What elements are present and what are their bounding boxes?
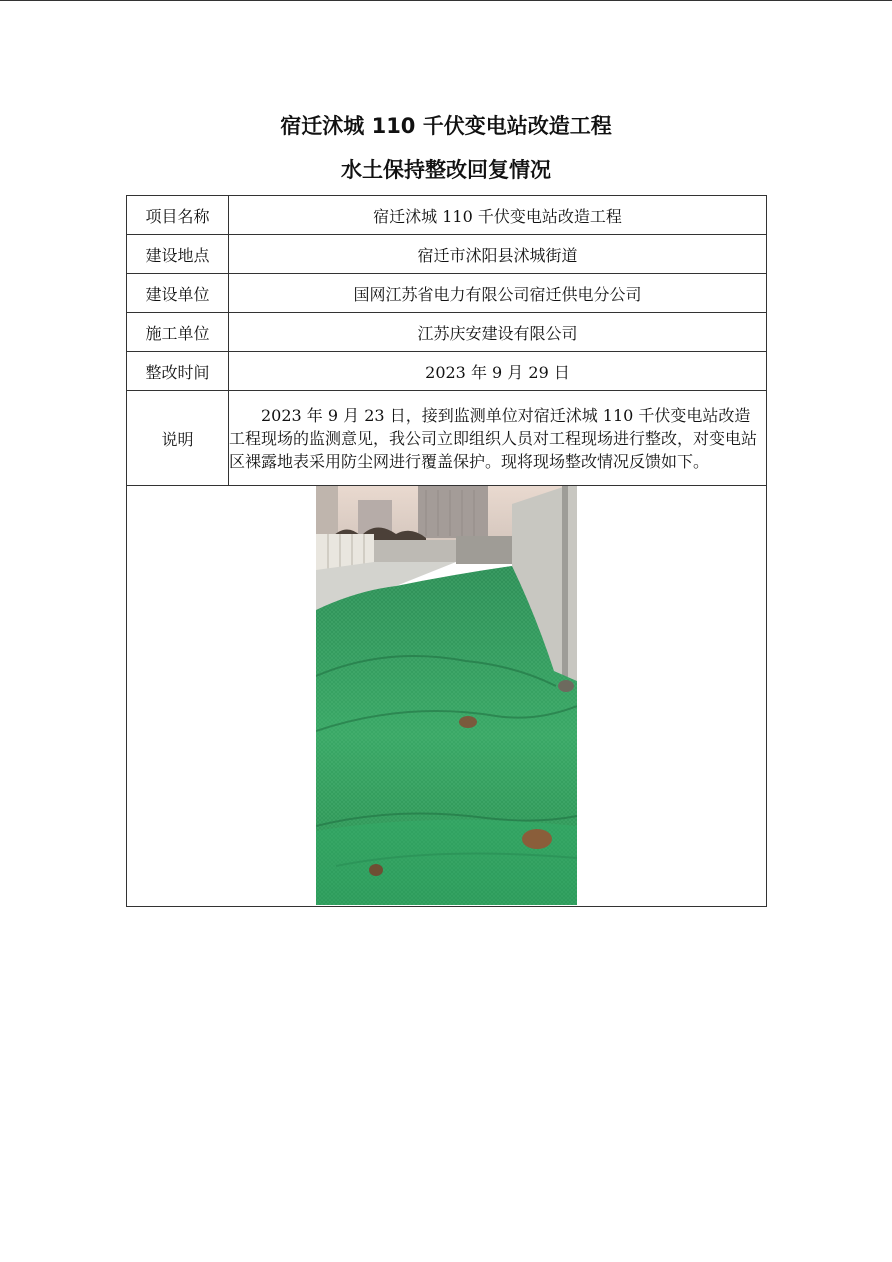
row-label: 项目名称	[127, 196, 229, 235]
description-label: 说明	[127, 391, 229, 486]
row-value: 2023 年 9 月 29 日	[229, 352, 767, 391]
photo-cell	[127, 486, 767, 907]
building	[316, 486, 338, 536]
row-value: 宿迁市沭阳县沭城街道	[229, 235, 767, 274]
building	[418, 486, 488, 538]
table-row-description	[127, 391, 767, 486]
info-table	[126, 195, 767, 907]
table-row-builder	[127, 274, 767, 313]
document-title-line1: 宿迁沭城 110 千伏变电站改造工程	[280, 114, 612, 138]
row-label: 施工单位	[127, 313, 229, 352]
stone	[558, 680, 574, 692]
document-title-line2: 水土保持整改回复情况	[341, 158, 551, 182]
row-label: 整改时间	[127, 352, 229, 391]
page-top-border	[0, 0, 892, 1]
row-value: 江苏庆安建设有限公司	[229, 313, 767, 352]
row-value: 宿迁沭城 110 千伏变电站改造工程	[229, 196, 767, 235]
stone	[522, 829, 552, 849]
description-text: 2023 年 9 月 23 日，接到监测单位对宿迁沭城 110 千伏变电站改造工程现场的监测意见，我公司立即组织人员对工程现场进行整改，对变电站区裸露地表采用防尘网进行覆盖保护。现将现场整改情况反馈如下。	[229, 391, 767, 486]
stone	[459, 716, 477, 728]
equipment	[456, 536, 514, 564]
stone	[369, 864, 383, 876]
table-row-rectification-time	[127, 352, 767, 391]
table-row-photo	[127, 486, 767, 907]
table-row-project-name	[127, 196, 767, 235]
row-label: 建设地点	[127, 235, 229, 274]
table-row-location	[127, 235, 767, 274]
row-label: 建设单位	[127, 274, 229, 313]
site-photo	[316, 486, 577, 905]
wall-edge	[562, 486, 568, 678]
row-value: 国网江苏省电力有限公司宿迁供电分公司	[229, 274, 767, 313]
table-row-contractor	[127, 313, 767, 352]
